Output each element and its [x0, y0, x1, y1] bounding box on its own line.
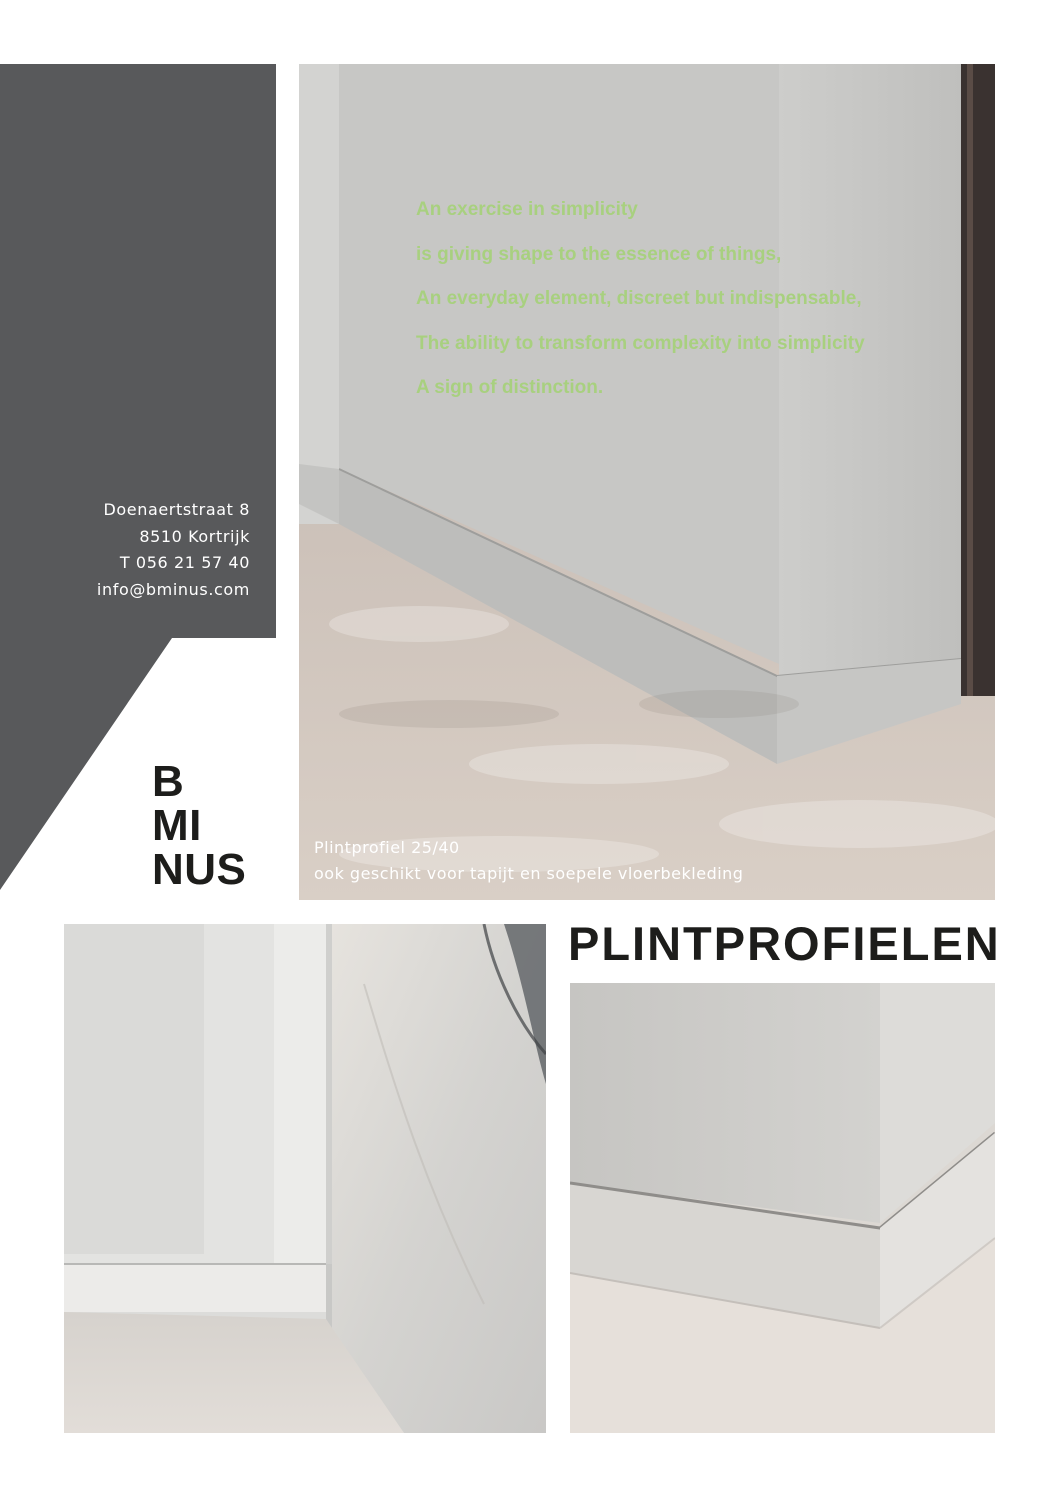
quote-line: An everyday element, discreet but indispensable, — [416, 288, 862, 309]
quote-line: The ability to transform complexity into simplicity — [416, 332, 865, 354]
caption-description: ook geschikt voor tapijt en soepele vloerbekleding — [314, 864, 744, 883]
quote-line: An exercise in simplicity — [416, 199, 638, 220]
address-email: info@bminus.com — [96, 579, 250, 599]
quote-line: A sign of distinction. — [416, 377, 604, 398]
quote-text — [416, 188, 865, 411]
caption-product: Plintprofiel 25/40 — [314, 838, 460, 857]
photo-caption — [314, 835, 743, 887]
corner-detail-illustration — [64, 924, 546, 1433]
address-street: Doenaertstraat 8 — [103, 500, 250, 519]
corner-detail-photo — [64, 924, 546, 1433]
company-address — [60, 497, 250, 603]
logo-line-3: NUS — [152, 845, 247, 894]
baseboard-detail-photo — [570, 983, 995, 1433]
logo-line-2: MI — [152, 801, 202, 850]
address-phone: T 056 21 57 40 — [119, 553, 250, 572]
logo-line-1: B — [152, 757, 185, 806]
baseboard-detail-illustration — [570, 983, 995, 1433]
page-title: PLINTPROFIELEN — [568, 917, 1001, 970]
bminus-logo — [152, 757, 247, 894]
quote-line: is giving shape to the essence of things, — [416, 243, 782, 265]
address-city: 8510 Kortrijk — [139, 526, 250, 546]
